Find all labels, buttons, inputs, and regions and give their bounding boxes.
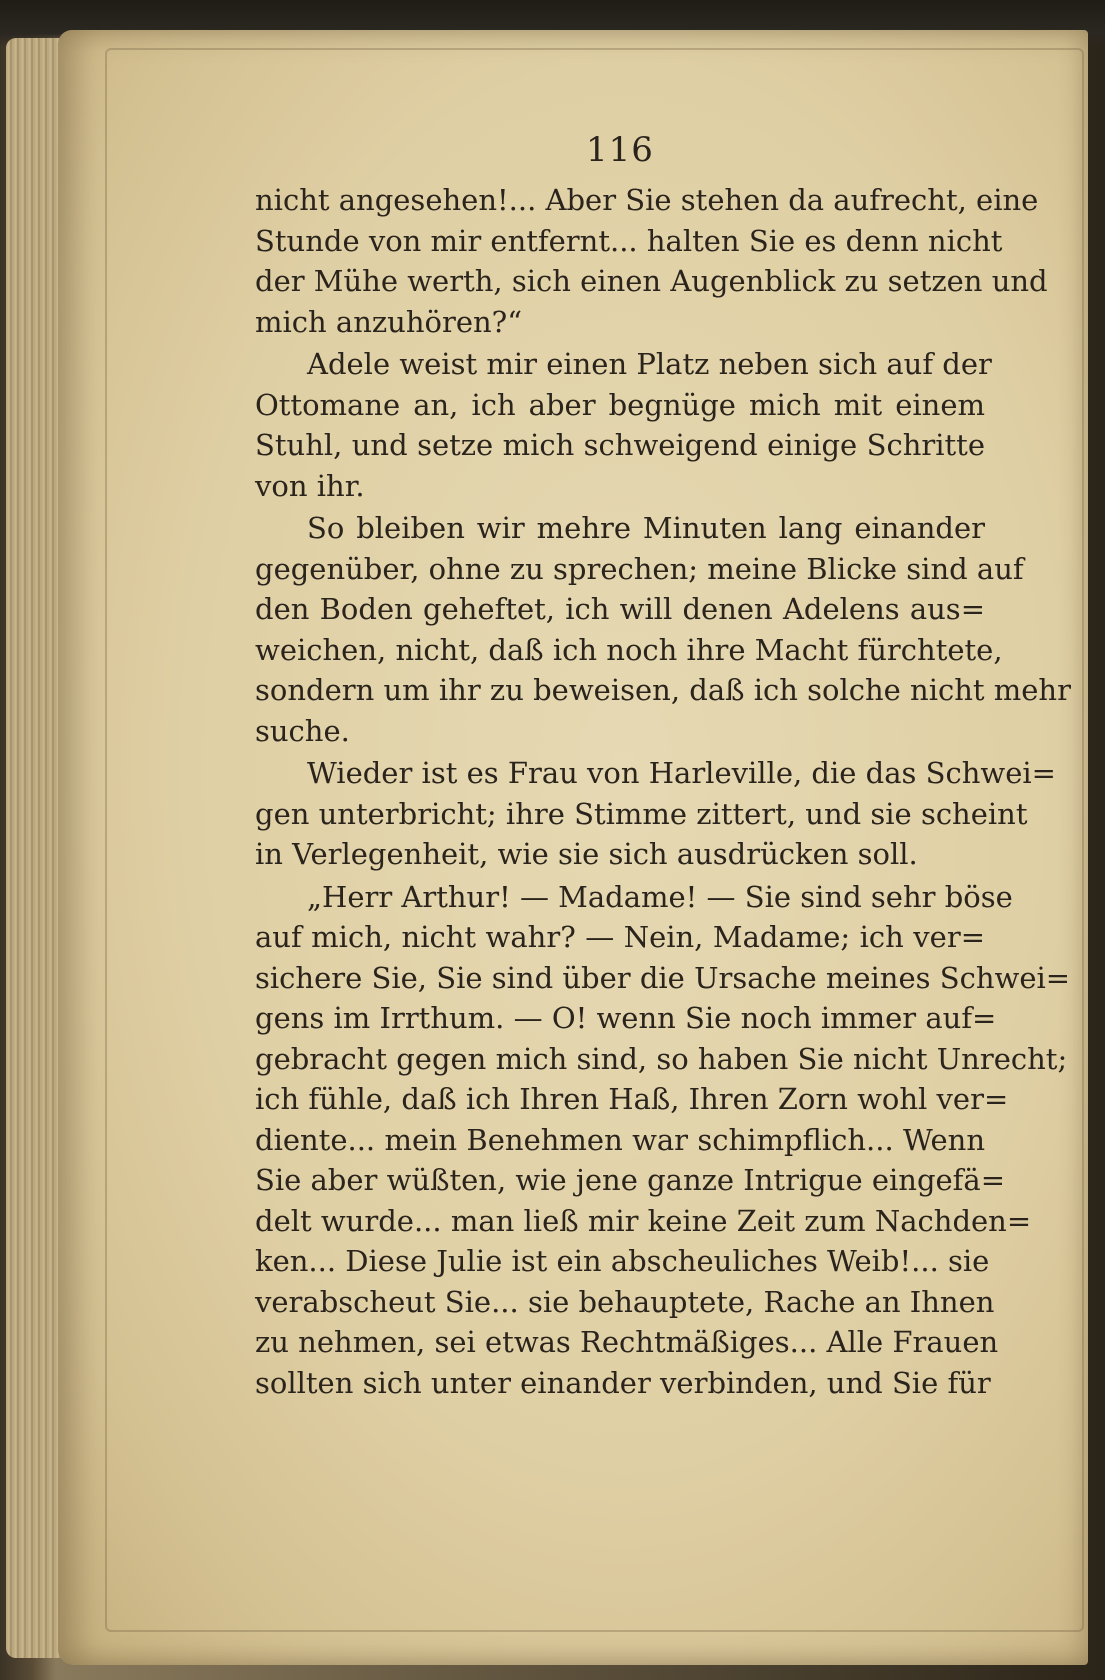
- text-line: gebracht gegen mich sind, so haben Sie nicht Unrecht;: [255, 1041, 1068, 1076]
- text-body: [255, 180, 1071, 1403]
- text-line: zu nehmen, sei etwas Rechtmäßiges... Alle Frauen: [255, 1325, 999, 1359]
- text-line: weichen, nicht, daß ich noch ihre Macht fürchtete,: [255, 632, 1003, 667]
- paragraph: [255, 877, 1071, 1404]
- text-line: Ottomane an, ich aber begnüge mich mit einem: [255, 387, 985, 422]
- text-line: in Verlegenheit, wie sie sich ausdrücken soll.: [255, 837, 918, 871]
- text-line: der Mühe werth, sich einen Augenblick zu setzen und: [255, 264, 1048, 298]
- text-line: So bleiben wir mehre Minuten lang einander: [307, 511, 985, 545]
- page-content: [255, 130, 1071, 1405]
- text-line: delt wurde... man ließ mir keine Zeit zum Nachden=: [255, 1203, 1032, 1238]
- text-line: sondern um ihr zu beweisen, daß ich solche nicht mehr: [255, 673, 1071, 707]
- text-line: „Herr Arthur! — Madame! — Sie sind sehr böse: [307, 879, 1013, 914]
- text-line: gegenüber, ohne zu sprechen; meine Blicke sind auf: [255, 551, 1024, 586]
- paragraph: [255, 508, 1071, 751]
- text-line: gens im Irrthum. — O! wenn Sie noch immer auf=: [255, 1001, 997, 1035]
- text-line: Stuhl, und setze mich schweigend einige Schritte: [255, 428, 985, 462]
- text-line: verabscheut Sie... sie behauptete, Rache an Ihnen: [255, 1284, 995, 1319]
- paragraph: [255, 344, 1045, 506]
- text-line: ich fühle, daß ich Ihren Haß, Ihren Zorn wohl ver=: [255, 1082, 1009, 1116]
- text-line: nicht angesehen!... Aber Sie stehen da aufrecht, eine: [255, 183, 1039, 217]
- text-line: mich anzuhören?“: [255, 304, 523, 339]
- text-line: Wieder ist es Frau von Harleville, die das Schwei=: [307, 756, 1056, 790]
- page-number: 116: [586, 130, 654, 170]
- paragraph: [255, 753, 1056, 875]
- text-line: den Boden geheftet, ich will denen Adelens aus=: [255, 592, 985, 626]
- text-line: ken... Diese Julie ist ein abscheuliches Weib!... sie: [255, 1244, 990, 1278]
- text-line: Stunde von mir entfernt... halten Sie es denn nicht: [255, 223, 1003, 258]
- text-line: gen unterbricht; ihre Stimme zittert, und sie scheint: [255, 796, 1028, 831]
- text-line: von ihr.: [255, 468, 365, 503]
- text-line: diente... mein Benehmen war schimpflich... Wenn: [255, 1122, 985, 1157]
- text-line: auf mich, nicht wahr? — Nein, Madame; ich ver=: [255, 920, 985, 954]
- text-line: suche.: [255, 713, 350, 748]
- paragraph: [255, 180, 1048, 342]
- text-line: sichere Sie, Sie sind über die Ursache meines Schwei=: [255, 960, 1071, 995]
- text-line: Sie aber wüßten, wie jene ganze Intrigue eingefä=: [255, 1163, 1006, 1197]
- text-line: Adele weist mir einen Platz neben sich auf der: [307, 347, 992, 381]
- text-line: sollten sich unter einander verbinden, und Sie für: [255, 1365, 991, 1400]
